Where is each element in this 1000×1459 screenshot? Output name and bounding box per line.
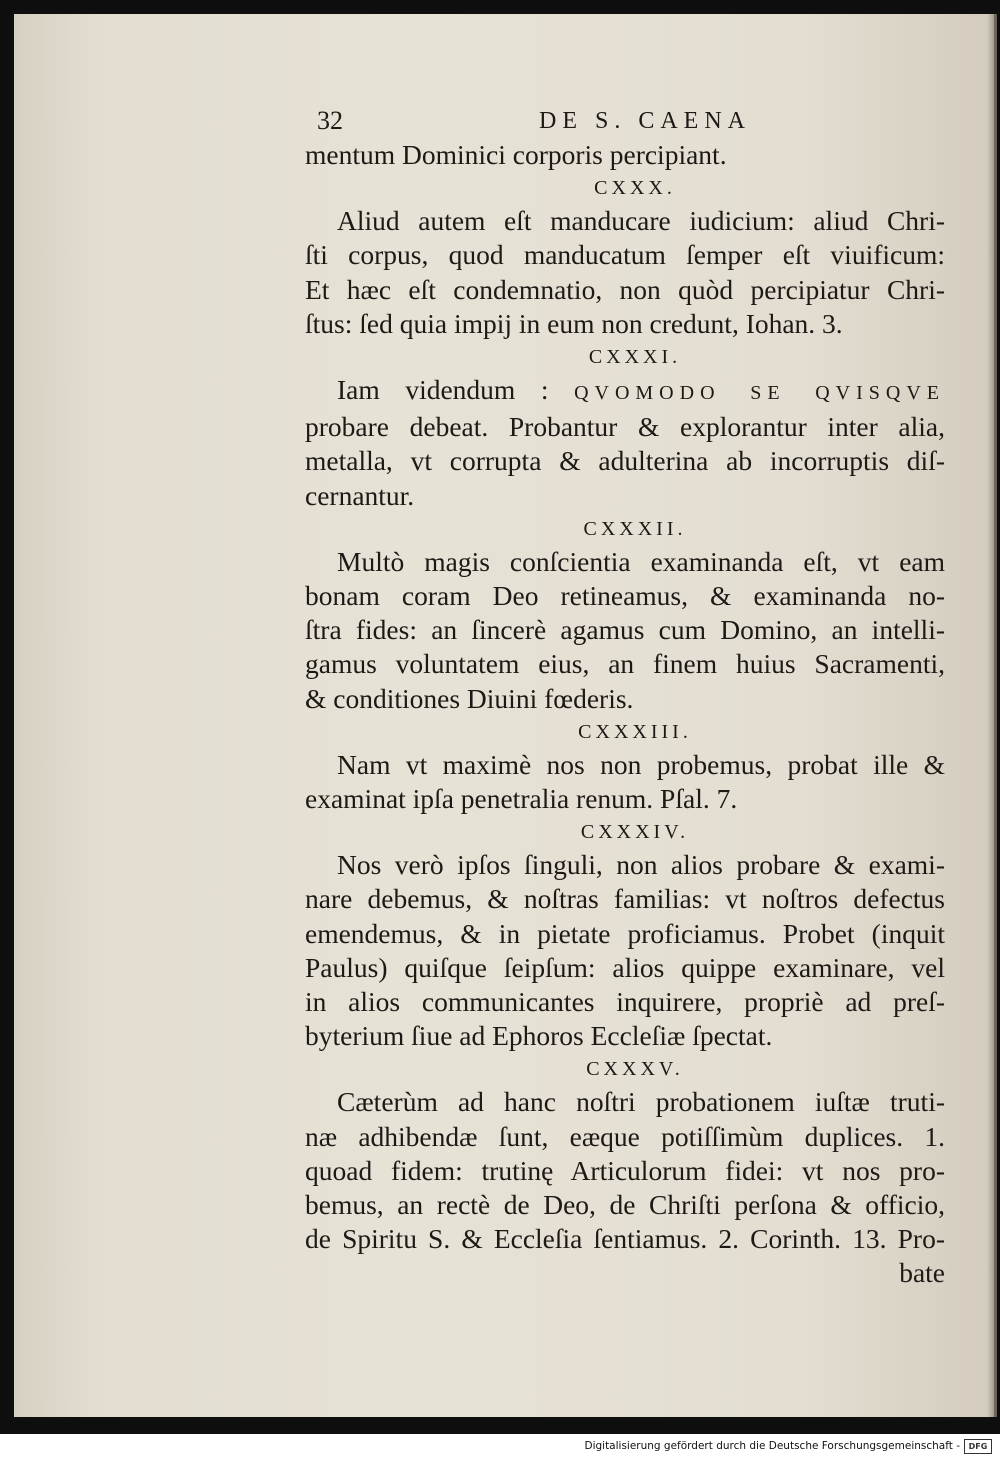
text-line: Multò magis conſcientia examinanda eſt, vt eam [337, 545, 945, 577]
page-number: 32 [317, 106, 343, 135]
text-line: Nam vt maximè nos non probemus, probat ille & [337, 748, 945, 780]
text-line: de Spiritu S. & Eccleſia ſentiamus. 2. Corinth. 13. Pro- [305, 1223, 945, 1255]
text-line: bemus, an rectè de Deo, de Chriſti perſona & officio, [305, 1189, 945, 1221]
text-line: in alios communicantes inquirere, propriè ad preſ- [305, 986, 945, 1018]
text-line: ſti corpus, quod manducatum ſemper eſt viuificum: [305, 239, 945, 271]
section-numeral: CXXX. [594, 177, 676, 200]
text-line: næ adhibendæ ſunt, eæque potiſſimùm duplices. 1. [305, 1120, 945, 1152]
text-line: gamus voluntatem eius, an finem huius Sacramenti, [305, 648, 945, 680]
text-line [305, 373, 945, 410]
section-numeral: CXXXIV. [580, 821, 690, 844]
section-numeral: CXXXII. [583, 517, 687, 540]
text-line: & conditiones Diuini fœderis. [305, 682, 634, 714]
text-line: metalla, vt corrupta & adulterina ab incorruptis diſ- [305, 445, 945, 477]
text-line: bonam coram Deo retineamus, & examinanda no- [305, 580, 945, 612]
text-line: examinat ipſa penetralia renum. Pſal. 7. [305, 783, 738, 815]
smallcaps-segment: QVOMODO SE QVISQVE [574, 382, 945, 405]
text-line: Cæterùm ad hanc noſtri probationem iuſtæ truti- [337, 1086, 945, 1118]
text-line: cernantur. [305, 479, 415, 511]
page-text-block [305, 100, 945, 1291]
section-numeral: CXXXIII. [578, 720, 692, 743]
text-line: nare debemus, & noſtras familias: vt noſtros defectus [305, 883, 945, 915]
text-line: Et hæc eſt condemnatio, non quòd percipiatur Chri- [305, 273, 945, 305]
text-line: mentum Dominici corporis percipiant. [305, 139, 727, 170]
text-line: Paulus) quiſque ſeipſum: alios quippe examinare, vel [305, 951, 945, 983]
text-line: Aliud autem eſt manducare iudicium: aliud Chri- [337, 205, 945, 237]
text-line: quoad fidem: trutinę Articulorum fidei: vt nos pro- [305, 1154, 945, 1186]
text-line: byterium ſiue ad Ephoros Eccleſiæ ſpectat. [305, 1020, 773, 1052]
text-line: Nos verò ipſos ſinguli, non alios probare & exami- [337, 849, 945, 881]
text-line: ſtus: ſed quia impij in eum non credunt, Iohan. 3. [305, 307, 843, 339]
text-line: probare debeat. Probantur & explorantur inter alia, [305, 411, 945, 443]
text-segment: Iam videndum : [337, 374, 575, 406]
catchword: bate [899, 1257, 945, 1289]
section-numeral: CXXXI. [588, 346, 682, 369]
text-line: ſtra fides: an ſincerè agamus cum Domino, an intelli- [305, 614, 945, 646]
footer-bar [0, 1434, 1000, 1459]
funding-credit: Digitalisierung gefördert durch die Deutsche Forschungsgemeinschaft - [584, 1440, 960, 1452]
page-header [305, 100, 945, 138]
dfg-logo-icon: DFG [964, 1439, 992, 1454]
running-title: DE S. CAENA [538, 108, 751, 134]
text-line: emendemus, & in pietate proficiamus. Probet (inquit [305, 917, 945, 949]
section-numeral: CXXXV. [586, 1058, 684, 1081]
